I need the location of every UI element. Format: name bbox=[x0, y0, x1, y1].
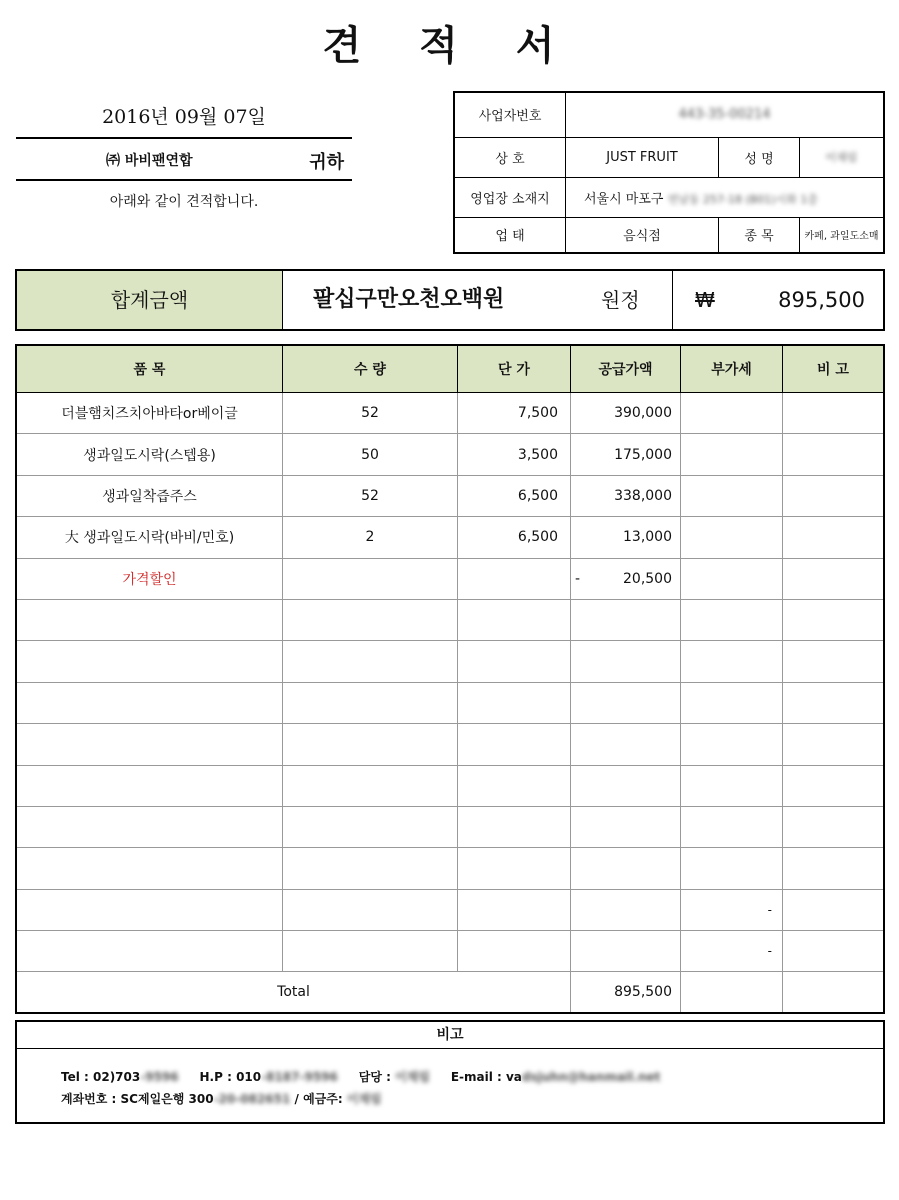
item-unit-price bbox=[458, 848, 571, 889]
item-qty bbox=[283, 599, 458, 640]
header-unit-price: 단 가 bbox=[458, 345, 571, 393]
item-vat bbox=[681, 806, 783, 847]
item-supply bbox=[571, 889, 681, 930]
item-unit-price bbox=[458, 724, 571, 765]
reg-no-value: 443-35-00214 bbox=[566, 92, 885, 137]
item-unit-price: 7,500 bbox=[458, 393, 571, 434]
item-vat bbox=[681, 558, 783, 599]
account-line: 계좌번호 : SC제일은행 300-20-082651 / 예금주: 이채림 bbox=[61, 1092, 382, 1106]
header-note: 비 고 bbox=[783, 345, 885, 393]
item-name bbox=[16, 806, 283, 847]
item-note bbox=[783, 765, 885, 806]
item-supply bbox=[571, 806, 681, 847]
item-vat: - bbox=[681, 889, 783, 930]
item-supply bbox=[571, 724, 681, 765]
items-table bbox=[15, 344, 885, 1014]
divider bbox=[672, 271, 673, 329]
total-label: 합계금액 bbox=[17, 271, 283, 329]
total-amount-box bbox=[15, 269, 885, 331]
notes-header: 비고 bbox=[17, 1022, 883, 1049]
item-note bbox=[783, 848, 885, 889]
item-name bbox=[16, 931, 283, 972]
owner-name-value: 이채림 bbox=[800, 137, 885, 177]
owner-name-label: 성 명 bbox=[719, 137, 800, 177]
item-qty bbox=[283, 848, 458, 889]
item-note bbox=[783, 641, 885, 682]
notes-box bbox=[15, 1020, 885, 1124]
item-qty bbox=[283, 724, 458, 765]
biz-item-label: 종 목 bbox=[719, 217, 800, 253]
item-name bbox=[16, 765, 283, 806]
item-supply: 338,000 bbox=[571, 475, 681, 516]
item-unit-price: 6,500 bbox=[458, 517, 571, 558]
item-vat bbox=[681, 434, 783, 475]
item-unit-price bbox=[458, 599, 571, 640]
item-note bbox=[783, 558, 885, 599]
item-unit-price bbox=[458, 889, 571, 930]
item-vat bbox=[681, 517, 783, 558]
item-note bbox=[783, 724, 885, 765]
item-name: 생과일착즙주스 bbox=[16, 475, 283, 516]
item-vat bbox=[681, 724, 783, 765]
table-row bbox=[16, 889, 884, 930]
item-unit-price bbox=[458, 806, 571, 847]
item-name: 大 생과일도시락(바비/민호) bbox=[16, 517, 283, 558]
table-row bbox=[16, 558, 884, 599]
item-unit-price bbox=[458, 682, 571, 723]
item-vat: - bbox=[681, 931, 783, 972]
header-vat: 부가세 bbox=[681, 345, 783, 393]
total-number: 895,500 bbox=[778, 288, 865, 312]
total-suffix: 원정 bbox=[601, 288, 640, 312]
item-note bbox=[783, 931, 885, 972]
item-qty: 50 bbox=[283, 434, 458, 475]
contact-line: Tel : 02)703-9596 H.P : 010-8187-9596 담당 : 이채림 E-mail : vadsjuhn@hanmail.net bbox=[61, 1070, 661, 1084]
item-unit-price bbox=[458, 641, 571, 682]
item-vat bbox=[681, 765, 783, 806]
divider bbox=[16, 179, 352, 181]
item-supply bbox=[571, 848, 681, 889]
item-note bbox=[783, 393, 885, 434]
table-row bbox=[16, 517, 884, 558]
item-supply bbox=[571, 765, 681, 806]
item-note bbox=[783, 599, 885, 640]
item-qty bbox=[283, 641, 458, 682]
item-name bbox=[16, 724, 283, 765]
intro-text: 아래와 같이 견적합니다. bbox=[109, 194, 259, 210]
item-vat bbox=[681, 599, 783, 640]
item-qty: 52 bbox=[283, 393, 458, 434]
quote-date: 2016년 09월 07일 bbox=[102, 106, 266, 128]
reg-no-label: 사업자번호 bbox=[454, 92, 566, 137]
document-title: 견 적 서 bbox=[322, 22, 577, 69]
item-unit-price bbox=[458, 765, 571, 806]
item-note bbox=[783, 806, 885, 847]
total-row-vat bbox=[681, 972, 783, 1014]
table-row bbox=[16, 475, 884, 516]
item-note bbox=[783, 682, 885, 723]
item-note bbox=[783, 475, 885, 516]
table-row bbox=[16, 931, 884, 972]
item-vat bbox=[681, 641, 783, 682]
item-supply: 13,000 bbox=[571, 517, 681, 558]
item-qty: 52 bbox=[283, 475, 458, 516]
total-row-label: Total bbox=[16, 972, 571, 1014]
item-name: 더블햄치즈치아바타or베이글 bbox=[16, 393, 283, 434]
recipient-name: ㈜ 바비팬연합 bbox=[106, 153, 193, 169]
item-name bbox=[16, 599, 283, 640]
item-name bbox=[16, 889, 283, 930]
item-vat bbox=[681, 848, 783, 889]
item-supply: - 20,500 bbox=[571, 558, 681, 599]
item-qty bbox=[283, 682, 458, 723]
item-note bbox=[783, 517, 885, 558]
item-qty bbox=[283, 806, 458, 847]
item-unit-price: 6,500 bbox=[458, 475, 571, 516]
item-qty bbox=[283, 558, 458, 599]
company-label: 상 호 bbox=[454, 137, 566, 177]
address-label: 영업장 소재지 bbox=[454, 177, 566, 217]
item-supply bbox=[571, 599, 681, 640]
item-name bbox=[16, 682, 283, 723]
biz-type-label: 업 태 bbox=[454, 217, 566, 253]
biz-type-value: 음식점 bbox=[566, 217, 719, 253]
total-korean: 팔십구만오천오백원 bbox=[313, 287, 505, 312]
minus-sign: - bbox=[575, 570, 581, 587]
supplier-info-table bbox=[453, 91, 885, 254]
item-vat bbox=[681, 682, 783, 723]
item-qty bbox=[283, 765, 458, 806]
table-row bbox=[16, 682, 884, 723]
honorific: 귀하 bbox=[309, 152, 344, 173]
item-unit-price: 3,500 bbox=[458, 434, 571, 475]
header-supply: 공급가액 bbox=[571, 345, 681, 393]
item-supply: 390,000 bbox=[571, 393, 681, 434]
item-qty bbox=[283, 889, 458, 930]
table-row bbox=[16, 599, 884, 640]
item-note bbox=[783, 434, 885, 475]
item-supply bbox=[571, 641, 681, 682]
item-supply bbox=[571, 682, 681, 723]
company-value: JUST FRUIT bbox=[566, 137, 719, 177]
table-row bbox=[16, 806, 884, 847]
address-value: 서울시 마포구 연남동 257-18 (B01)시화 1층 bbox=[566, 177, 885, 217]
header-qty: 수 량 bbox=[283, 345, 458, 393]
item-note bbox=[783, 889, 885, 930]
total-row-note bbox=[783, 972, 885, 1014]
item-supply: 175,000 bbox=[571, 434, 681, 475]
item-name bbox=[16, 641, 283, 682]
item-unit-price bbox=[458, 558, 571, 599]
header-item: 품 목 bbox=[16, 345, 283, 393]
total-row-amount: 895,500 bbox=[571, 972, 681, 1014]
table-row bbox=[16, 434, 884, 475]
table-row bbox=[16, 393, 884, 434]
biz-item-value: 카페, 과일도소매 bbox=[800, 217, 885, 253]
item-unit-price bbox=[458, 931, 571, 972]
table-row bbox=[16, 641, 884, 682]
won-sign-icon: ₩ bbox=[695, 288, 715, 312]
item-vat bbox=[681, 475, 783, 516]
item-vat bbox=[681, 393, 783, 434]
item-name: 가격할인 bbox=[16, 558, 283, 599]
table-row bbox=[16, 765, 884, 806]
recipient-block bbox=[16, 138, 352, 180]
item-qty bbox=[283, 931, 458, 972]
table-row bbox=[16, 724, 884, 765]
table-row bbox=[16, 848, 884, 889]
total-row bbox=[16, 972, 884, 1014]
item-supply bbox=[571, 931, 681, 972]
item-qty: 2 bbox=[283, 517, 458, 558]
item-name bbox=[16, 848, 283, 889]
item-name: 생과일도시락(스텝용) bbox=[16, 434, 283, 475]
